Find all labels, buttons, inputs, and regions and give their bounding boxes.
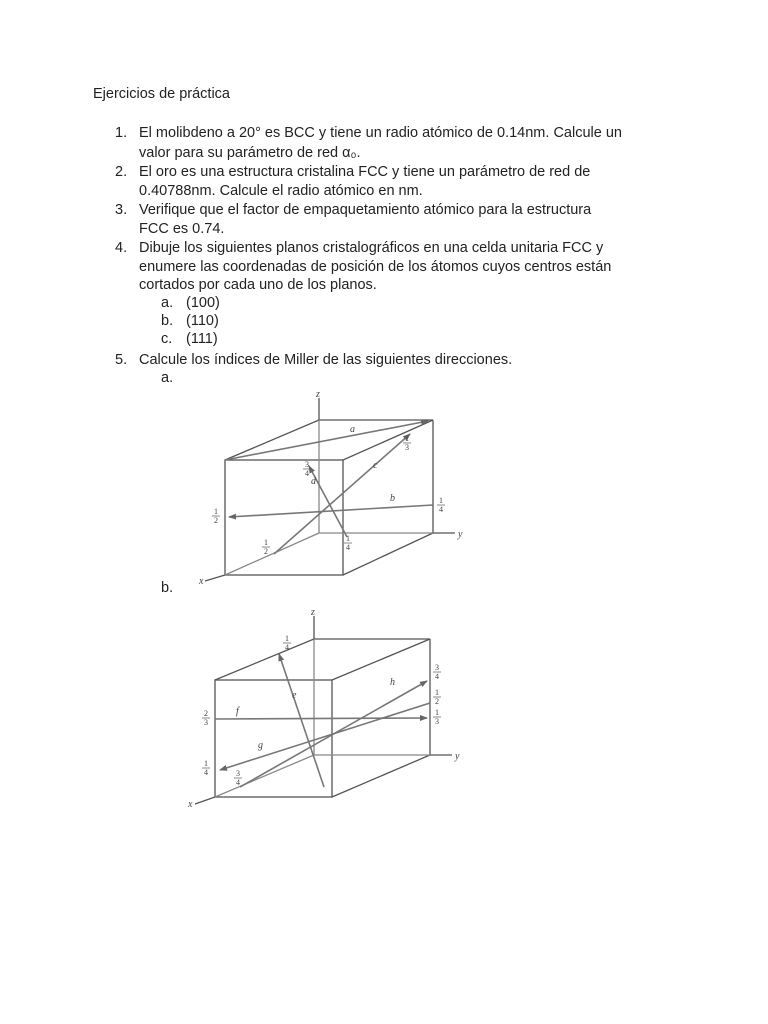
fraction-num: 1 [435,708,439,717]
item-text-line: 0.40788nm. Calcule el radio atómico en nm. [139,183,423,199]
axis-label-y: y [455,751,460,762]
vector-label-d: d [311,476,316,487]
fraction-num: 3 [236,769,240,778]
item-number: 4. [115,240,128,256]
fraction-den: 4 [285,643,289,652]
fraction-den: 4 [346,543,350,552]
fraction-num: 1 [439,496,443,505]
vector-label-f: f [236,706,239,717]
sub-item-letter: b. [161,313,174,329]
fraction-den: 2 [264,547,268,556]
axis-label-x: x [188,799,193,810]
fraction-den: 3 [405,443,409,452]
sub-item-text: (111) [186,331,218,347]
sub-item-letter: a. [161,295,174,311]
vector-h [240,681,427,787]
vector-label-e: e [292,690,297,701]
fraction-den: 2 [435,697,439,706]
item-text-line: enumere las coordenadas de posición de los átomos cuyos centros están [139,259,612,275]
vector-f [215,718,427,719]
item-number: 5. [115,352,128,368]
fraction-num: 1 [214,507,218,516]
sub-item-text: (100) [186,295,220,311]
fraction-den: 3 [204,718,208,727]
x-axis [205,575,225,581]
fraction-num: 1 [435,688,439,697]
axis-label-z: z [311,607,315,618]
sub-item-text: (110) [186,313,219,329]
vector-label-h: h [390,677,395,688]
fraction-den: 4 [439,505,443,514]
item-text-line: Dibuje los siguientes planos cristalográficos en una celda unitaria FCC y [139,240,604,256]
vector-label-g: g [258,740,263,751]
vector-label-c: c [373,460,378,471]
fraction-den: 4 [236,778,240,787]
fraction-num: 1 [204,759,208,768]
item-text-line: El molibdeno a 20° es BCC y tiene un radio atómico de 0.14nm. Calcule un [139,125,622,141]
fraction-num: 1 [264,538,268,547]
x-axis [195,797,215,804]
item-number: 3. [115,202,128,218]
item-text-line: valor para su parámetro de red α₀. [139,145,361,161]
fraction-num: 1 [285,634,289,643]
fraction-den: 4 [305,469,309,478]
axis-label-x: x [199,576,204,587]
fraction-num: 2 [204,709,208,718]
fraction-num: 1 [346,534,350,543]
axis-label-z: z [316,389,320,400]
vector-label-a: a [350,424,355,435]
vector-a [225,421,428,460]
axis-label-y: y [458,529,463,540]
fraction-num: 1 [405,434,409,443]
fraction-den: 2 [214,516,218,525]
fraction-den: 4 [435,672,439,681]
figure-b-unit-cell [180,602,470,814]
item-text-line: El oro es una estructura cristalina FCC y tiene un parámetro de red de [139,164,591,180]
item-number: 1. [115,125,128,141]
item-text-line: cortados por cada uno de los planos. [139,277,377,293]
item-text-line: FCC es 0.74. [139,221,225,237]
item-text-line: Verifique que el factor de empaquetamiento atómico para la estructura [139,202,592,218]
fraction-den: 3 [435,717,439,726]
vector-label-b: b [390,493,395,504]
page-title: Ejercicios de práctica [93,86,230,102]
fraction-num: 3 [435,663,439,672]
sub-item-letter: c. [161,331,173,347]
fraction-den: 4 [204,768,208,777]
item-text-line: Calcule los índices de Miller de las siguientes direcciones. [139,352,513,368]
fraction-num: 3 [305,460,309,469]
figure-a-unit-cell [190,384,480,590]
item-number: 2. [115,164,128,180]
cube-front-face [225,460,343,575]
vector-g [220,703,430,770]
sub-item-letter: b. [161,580,174,596]
sub-item-letter: a. [161,370,174,386]
